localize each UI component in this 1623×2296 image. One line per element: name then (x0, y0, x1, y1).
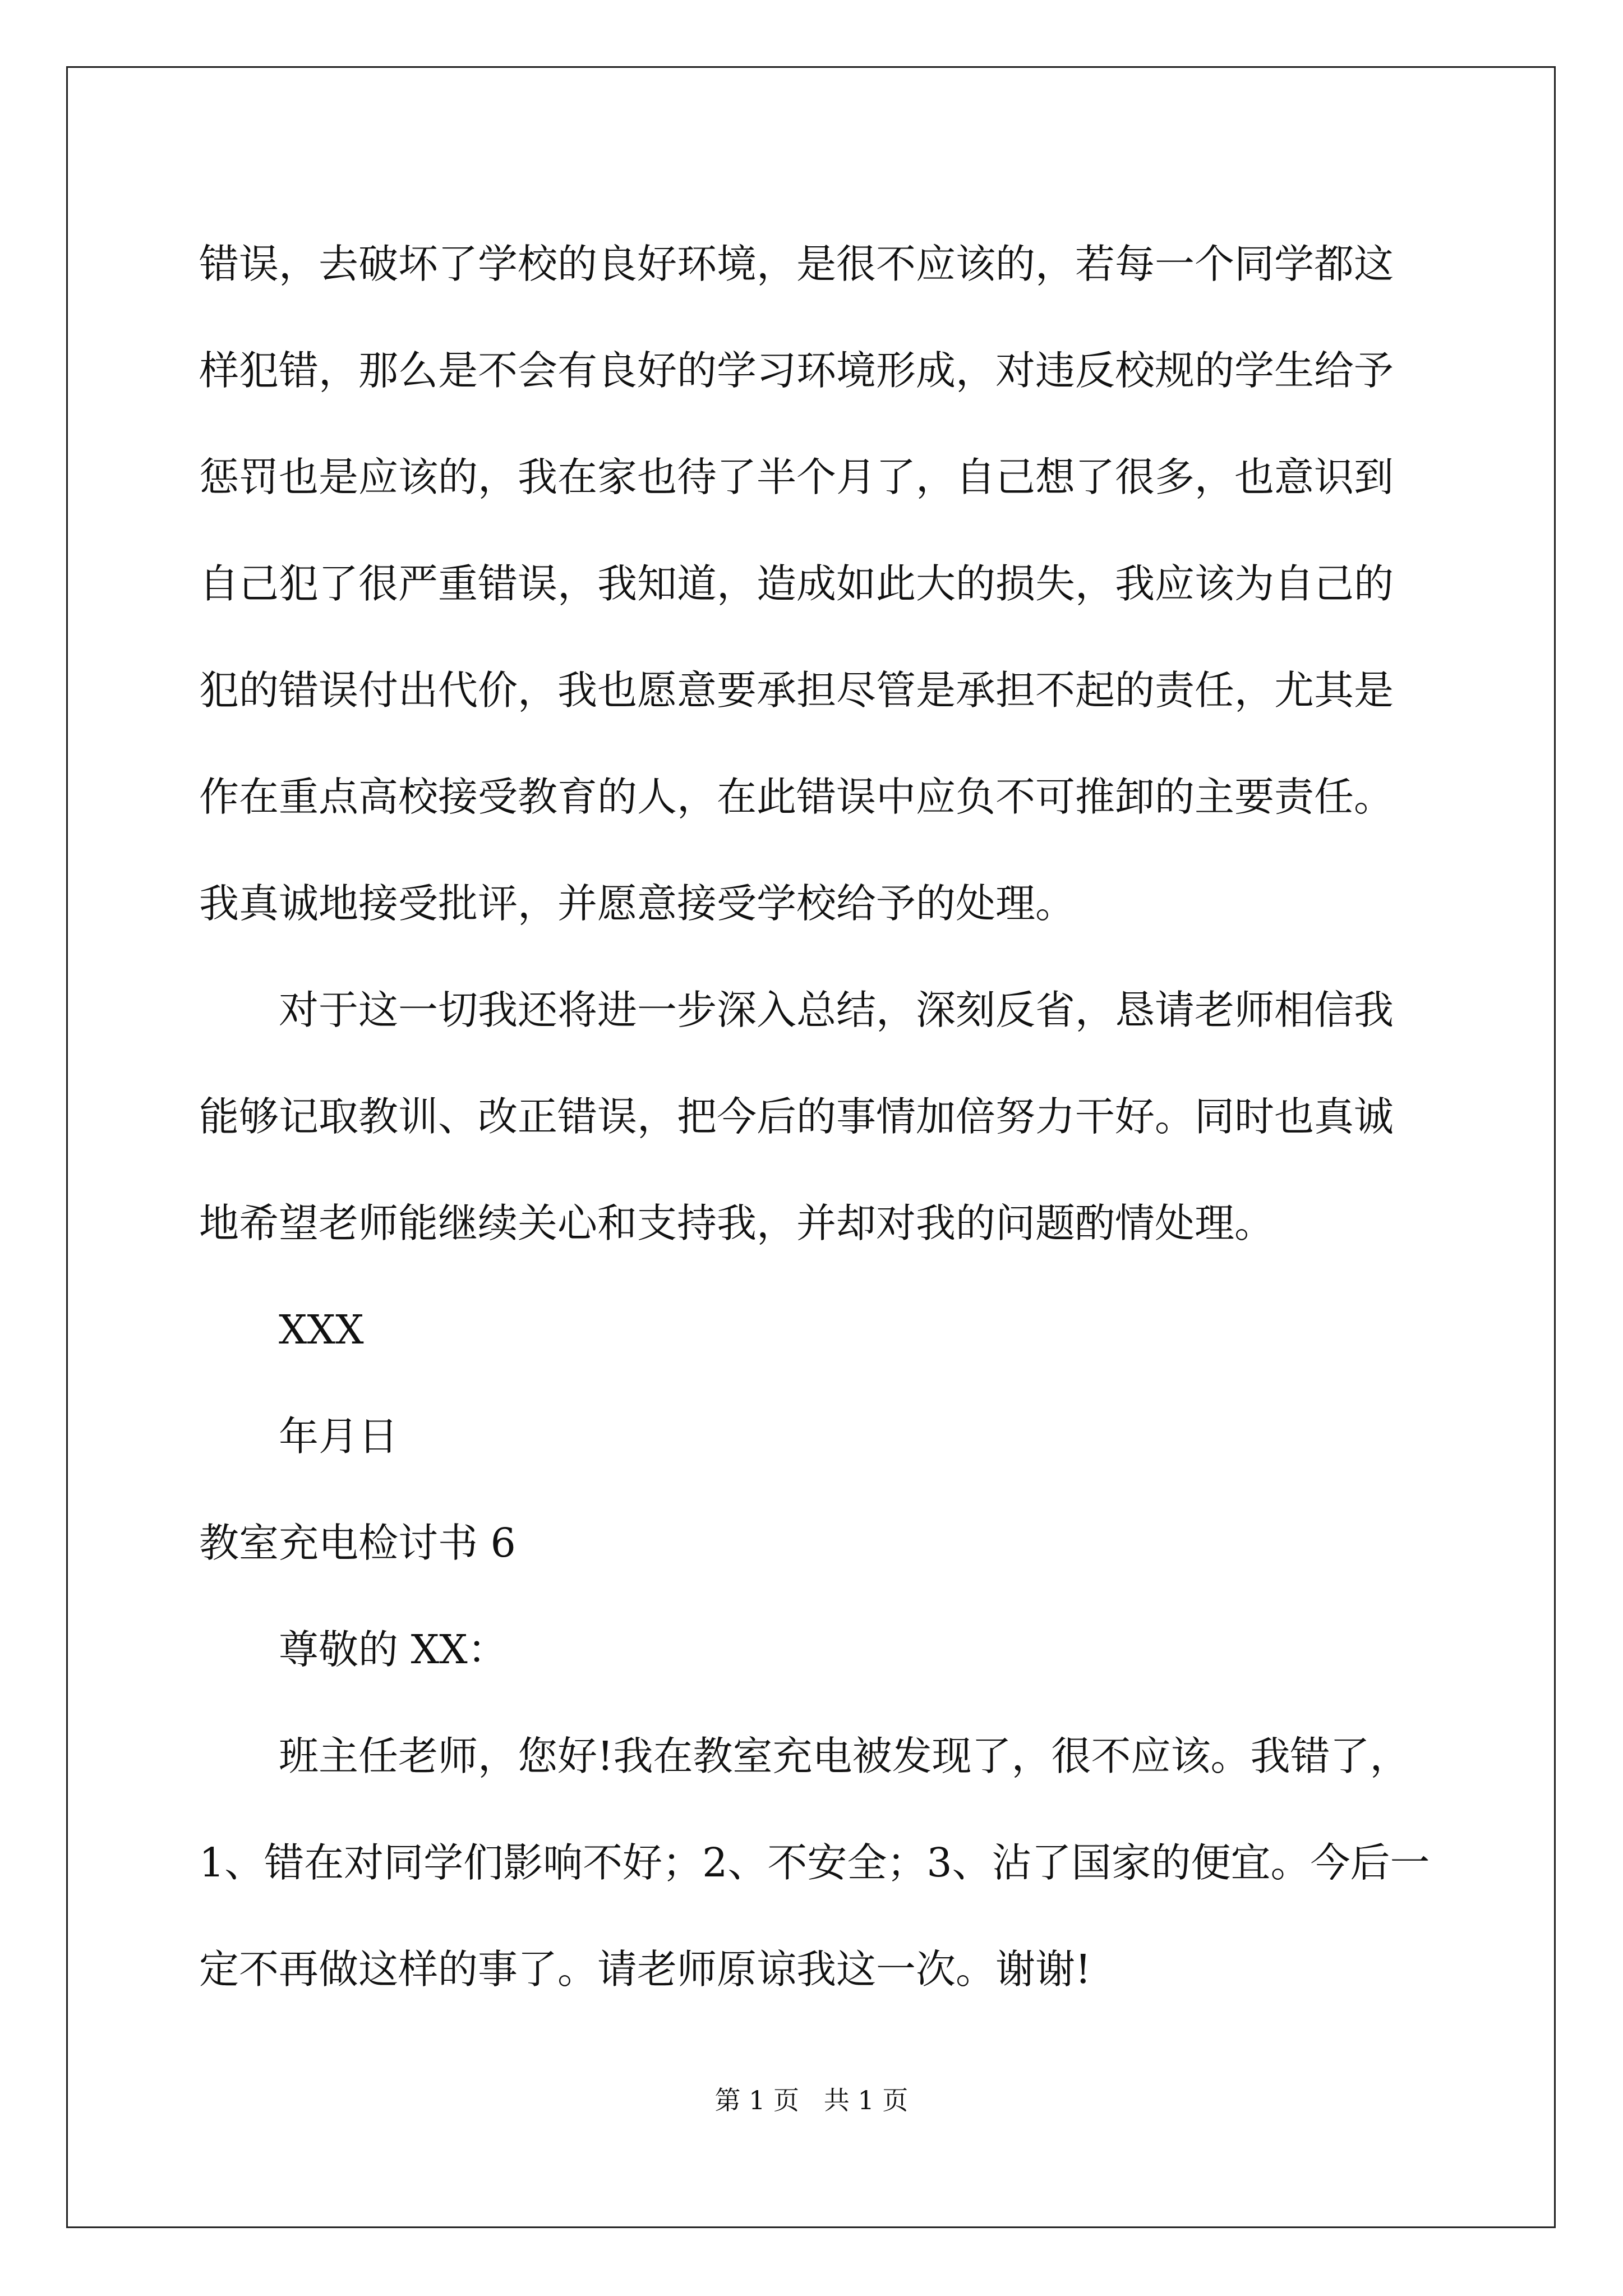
text-line: 定不再做这样的事了。请老师原谅我这一次。谢谢! (199, 1946, 1091, 1993)
text-line: 地希望老师能继续关心和支持我，并却对我的问题酌情处理。 (199, 1200, 1275, 1246)
text-line: 错误，去破坏了学校的良好环境，是很不应该的，若每一个同学都这 (199, 241, 1394, 287)
page-footer (0, 2083, 1623, 2117)
section-title: 教室充电检讨书 6 (199, 1520, 516, 1566)
paragraph-start-line: 对于这一切我还将进一步深入总结，深刻反省，恳请老师相信我 (279, 987, 1394, 1033)
text-line: 惩罚也是应该的，我在家也待了半个月了，自己想了很多，也意识到 (199, 454, 1394, 500)
document-body (199, 211, 1433, 2023)
text-line: 1、错在对同学们影响不好；2、不安全；3、沾了国家的便宜。今后一 (199, 1839, 1430, 1886)
text-line: 我真诚地接受批评，并愿意接受学校给予的处理。 (199, 880, 1076, 927)
paragraph-start-line: 班主任老师，您好!我在教室充电被发现了，很不应该。我错了， (279, 1733, 1410, 1779)
text-line: 自己犯了很严重错误，我知道，造成如此大的损失，我应该为自己的 (199, 560, 1394, 607)
text-line: 作在重点高校接受教育的人，在此错误中应负不可推卸的主要责任。 (199, 774, 1394, 820)
text-line: 样犯错，那么是不会有良好的学习环境形成，对违反校规的学生给予 (199, 347, 1394, 394)
salutation: 尊敬的 XX： (279, 1626, 508, 1673)
page-number: 第 1 页 共 1 页 (714, 2085, 909, 2115)
signature-name: XXX (279, 1306, 364, 1353)
signature-date: 年月日 (279, 1413, 399, 1460)
text-line: 犯的错误付出代价，我也愿意要承担尽管是承担不起的责任，尤其是 (199, 667, 1394, 714)
text-line: 能够记取教训、改正错误，把今后的事情加倍努力干好。同时也真诚 (199, 1093, 1394, 1140)
